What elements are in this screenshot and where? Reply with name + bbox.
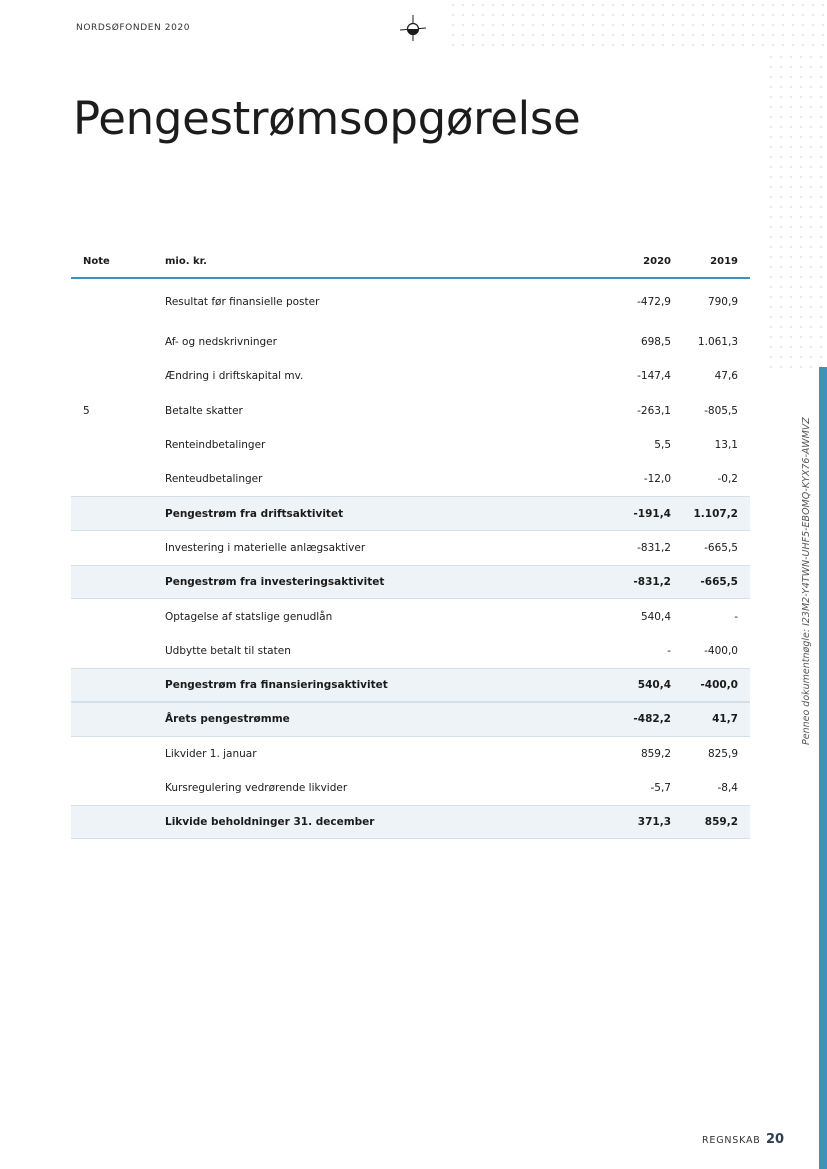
dot-pattern-side xyxy=(766,52,827,370)
table-header xyxy=(71,246,750,279)
cell-2019: -0,2 xyxy=(717,473,738,486)
cell-label: Renteindbetalinger xyxy=(165,439,266,452)
dot-pattern-top xyxy=(448,0,827,52)
cell-2020: 540,4 xyxy=(640,610,671,623)
col-header-note: Note xyxy=(83,256,110,267)
cell-2020: -191,4 xyxy=(633,507,671,520)
cell-label: Likvider 1. januar xyxy=(165,747,257,760)
cell-2019: 47,6 xyxy=(714,370,738,383)
page-title: Pengestrømsopgørelse xyxy=(73,92,581,145)
table-row-subtotal xyxy=(71,805,750,839)
cell-label: Renteudbetalinger xyxy=(165,473,263,486)
cell-label: Ændring i driftskapital mv. xyxy=(165,370,304,383)
accent-side-bar xyxy=(819,367,827,1169)
cell-2020: -831,2 xyxy=(637,541,671,554)
table-row xyxy=(71,531,750,565)
cell-2019: -665,5 xyxy=(704,541,738,554)
cell-2019: -665,5 xyxy=(700,576,738,589)
cell-2019: 790,9 xyxy=(707,296,738,308)
cell-2020: 5,5 xyxy=(654,439,671,452)
table-body xyxy=(71,279,750,839)
table-row xyxy=(71,279,750,325)
cell-label: Betalte skatter xyxy=(165,404,243,417)
col-header-2020: 2020 xyxy=(643,256,671,267)
page-number: 20 xyxy=(766,1132,785,1147)
cell-2019: -805,5 xyxy=(704,404,738,417)
cell-label: Investering i materielle anlægsaktiver xyxy=(165,541,366,554)
cell-label: Kursregulering vedrørende likvider xyxy=(165,782,348,794)
cell-label: Pengestrøm fra finansieringsaktivitet xyxy=(165,679,388,692)
cell-2019: 859,2 xyxy=(704,816,738,829)
cell-2020: 698,5 xyxy=(640,336,671,349)
table-row xyxy=(71,428,750,462)
cell-2019: - xyxy=(734,610,738,623)
table-row xyxy=(71,737,750,771)
cell-2020: 540,4 xyxy=(637,679,671,692)
table-row xyxy=(71,634,750,668)
cashflow-table xyxy=(71,246,750,839)
cell-2020: -147,4 xyxy=(637,370,671,383)
table-row-subtotal xyxy=(71,565,750,599)
cell-2019: -400,0 xyxy=(704,644,738,657)
compass-logo-icon xyxy=(399,14,427,42)
col-header-label: mio. kr. xyxy=(165,256,207,267)
cell-2020: 371,3 xyxy=(637,816,671,829)
cell-label: Optagelse af statslige genudlån xyxy=(165,610,333,623)
cell-2019: 1.061,3 xyxy=(697,336,738,349)
col-header-2019: 2019 xyxy=(710,256,738,267)
cell-2020: -831,2 xyxy=(633,576,671,589)
cell-note: 5 xyxy=(83,404,90,417)
table-row xyxy=(71,771,750,805)
cell-label: Udbytte betalt til staten xyxy=(165,644,291,657)
cell-label: Af- og nedskrivninger xyxy=(165,336,277,349)
table-row-subtotal xyxy=(71,496,750,530)
header-org-label: NORDSØFONDEN 2020 xyxy=(76,23,191,33)
cell-2020: -482,2 xyxy=(633,713,671,726)
cell-2020: - xyxy=(667,644,671,657)
cell-label: Årets pengestrømme xyxy=(165,713,290,726)
table-row-subtotal xyxy=(71,668,750,702)
footer-section-label: REGNSKAB xyxy=(702,1135,761,1146)
cell-2020: -5,7 xyxy=(650,782,671,794)
table-row xyxy=(71,462,750,496)
cell-label: Pengestrøm fra driftsaktivitet xyxy=(165,507,344,520)
cell-2020: -472,9 xyxy=(637,296,671,308)
cell-2019: 1.107,2 xyxy=(693,507,738,520)
cell-2019: -8,4 xyxy=(717,782,738,794)
cell-label: Likvide beholdninger 31. december xyxy=(165,816,375,829)
cell-2019: -400,0 xyxy=(700,679,738,692)
cell-2020: 859,2 xyxy=(640,747,671,760)
cell-2019: 13,1 xyxy=(714,439,738,452)
cell-2020: -12,0 xyxy=(643,473,671,486)
table-row-subtotal xyxy=(71,702,750,736)
cell-2020: -263,1 xyxy=(637,404,671,417)
cell-label: Pengestrøm fra investeringsaktivitet xyxy=(165,576,385,589)
cell-2019: 41,7 xyxy=(712,713,738,726)
penneo-document-key: Penneo dokumentnøgle: I23M2-Y4TWN-UHF5-EBOMQ-KYX76-AWMVZ xyxy=(801,417,812,745)
table-row xyxy=(71,599,750,633)
cell-label: Resultat før finansielle poster xyxy=(165,296,320,308)
table-row xyxy=(71,325,750,359)
table-row xyxy=(71,359,750,393)
cell-2019: 825,9 xyxy=(707,747,738,760)
table-row xyxy=(71,394,750,428)
